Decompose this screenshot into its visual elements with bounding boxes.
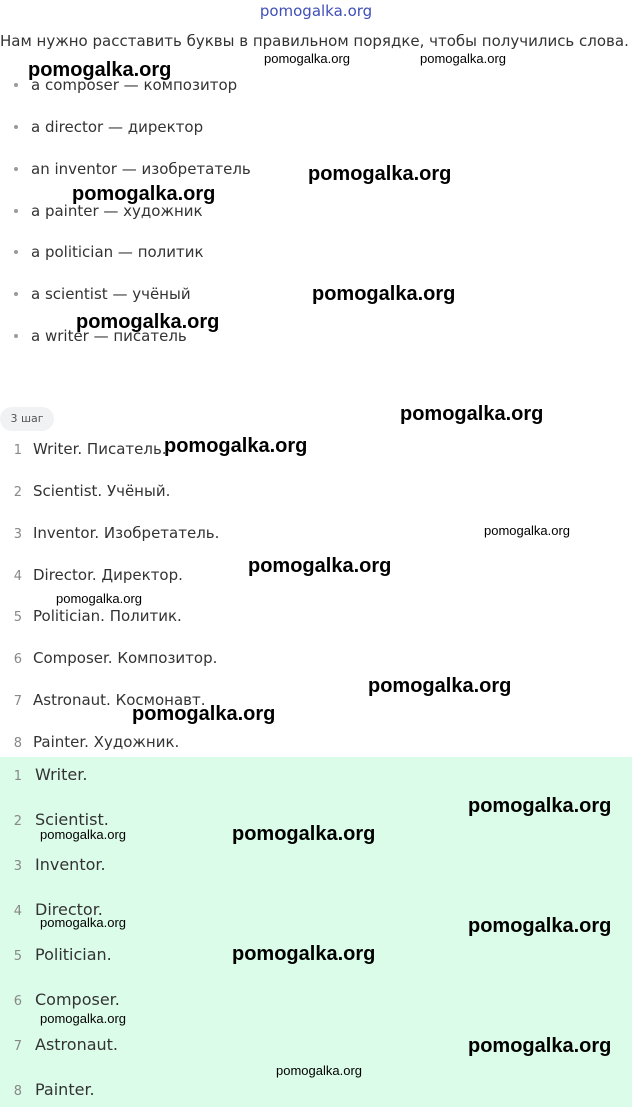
bullet-icon [14, 250, 18, 254]
answer-text: Director. Директор. [33, 566, 183, 584]
row-number: 6 [13, 652, 22, 667]
row-number: 8 [13, 736, 22, 751]
row-number: 1 [13, 443, 22, 458]
answer-key-text: Director. [35, 900, 103, 919]
vocabulary-text: an inventor — изобретатель [31, 160, 251, 178]
answer-key-text: Inventor. [35, 855, 106, 874]
row-number: 6 [13, 994, 22, 1009]
vocabulary-text: a scientist — учёный [31, 285, 191, 303]
row-number: 3 [13, 527, 22, 542]
watermark: pomogalka.org [468, 1035, 612, 1057]
answer-key-row [0, 855, 106, 874]
vocabulary-text: a politician — политик [31, 243, 204, 261]
row-number: 3 [13, 859, 22, 874]
watermark: pomogalka.org [312, 283, 456, 305]
watermark: pomogalka.org [468, 915, 612, 937]
bullet-icon [14, 334, 18, 338]
watermark: pomogalka.org [40, 827, 126, 842]
answer-row [0, 649, 217, 667]
row-number: 4 [13, 904, 22, 919]
answer-row [0, 607, 182, 625]
row-number: 4 [13, 569, 22, 584]
watermark: pomogalka.org [484, 523, 570, 538]
answer-text: Painter. Художник. [33, 733, 180, 751]
answer-key-row [0, 990, 120, 1009]
row-number: 7 [13, 1039, 22, 1054]
answer-key-text: Painter. [35, 1080, 95, 1099]
watermark: pomogalka.org [308, 163, 452, 185]
watermark: pomogalka.org [132, 703, 276, 725]
answer-row [0, 566, 183, 584]
answer-text: Inventor. Изобретатель. [33, 524, 220, 542]
row-number: 7 [13, 694, 22, 709]
answer-text: Writer. Писатель. [33, 440, 167, 458]
vocabulary-text: a writer — писатель [31, 327, 187, 345]
watermark: pomogalka.org [72, 183, 216, 205]
row-number: 2 [13, 814, 22, 829]
row-number: 1 [13, 769, 22, 784]
task-instruction: Нам нужно расставить буквы в правильном порядке, чтобы получились слова. [0, 32, 629, 50]
vocabulary-text: a composer — композитор [31, 76, 238, 94]
watermark: pomogalka.org [56, 591, 142, 606]
answer-row [0, 733, 179, 751]
vocabulary-item [14, 285, 191, 303]
row-number: 2 [13, 485, 22, 500]
step-badge: 3 шаг [0, 407, 54, 431]
watermark: pomogalka.org [420, 51, 506, 66]
answer-key-text: Scientist. [35, 810, 109, 829]
answer-text: Composer. Композитор. [33, 649, 218, 667]
row-number: 8 [13, 1084, 22, 1099]
watermark: pomogalka.org [276, 1063, 362, 1078]
watermark: pomogalka.org [28, 59, 172, 81]
watermark: pomogalka.org [76, 311, 220, 333]
bullet-icon [14, 209, 18, 213]
answer-text: Scientist. Учёный. [33, 482, 171, 500]
answer-key-text: Writer. [35, 765, 88, 784]
bullet-icon [14, 167, 18, 171]
watermark: pomogalka.org [40, 1011, 126, 1026]
answer-row [0, 440, 167, 458]
answer-key-text: Astronaut. [35, 1035, 119, 1054]
watermark: pomogalka.org [368, 675, 512, 697]
site-header-link[interactable]: pomogalka.org [259, 2, 373, 20]
bullet-icon [14, 125, 18, 129]
watermark: pomogalka.org [400, 403, 544, 425]
watermark: pomogalka.org [40, 915, 126, 930]
answer-key-row [0, 765, 87, 784]
answer-text: Politician. Политик. [33, 607, 182, 625]
row-number: 5 [13, 610, 22, 625]
answer-row [0, 524, 219, 542]
vocabulary-item [14, 243, 204, 261]
vocabulary-text: a painter — художник [31, 202, 203, 220]
vocabulary-item [14, 160, 251, 178]
answer-key-text: Composer. [35, 990, 120, 1009]
vocabulary-item [14, 118, 203, 136]
watermark: pomogalka.org [248, 555, 392, 577]
bullet-icon [14, 292, 18, 296]
bullet-icon [14, 83, 18, 87]
answer-key-row [0, 1035, 118, 1054]
answer-key-row [0, 945, 112, 964]
vocabulary-text: a director — директор [31, 118, 204, 136]
watermark: pomogalka.org [468, 795, 612, 817]
answer-key-text: Politician. [35, 945, 112, 964]
answer-text: Astronaut. Космонавт. [33, 691, 206, 709]
watermark: pomogalka.org [264, 51, 350, 66]
watermark: pomogalka.org [232, 823, 376, 845]
answer-row [0, 482, 170, 500]
watermark: pomogalka.org [164, 435, 308, 457]
answer-key-row [0, 1080, 95, 1099]
watermark: pomogalka.org [232, 943, 376, 965]
row-number: 5 [13, 949, 22, 964]
